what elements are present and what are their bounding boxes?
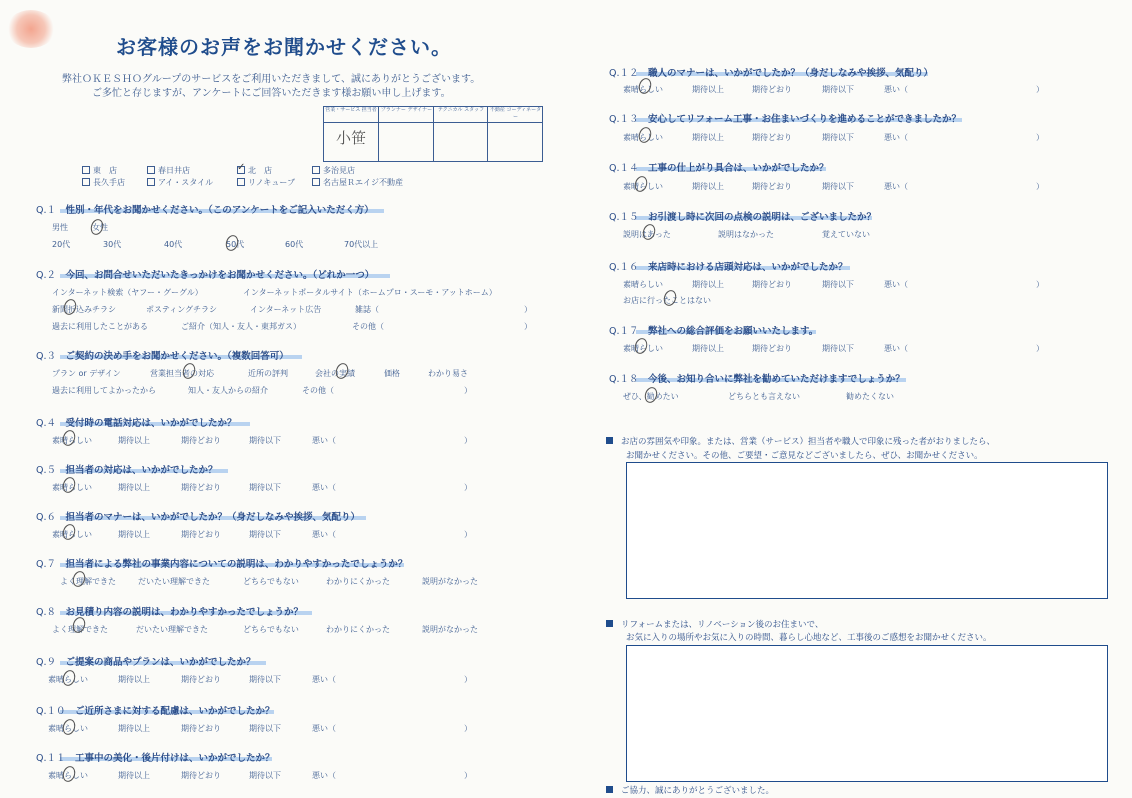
option[interactable]: インターネット検索（ヤフー・グーグル） [52,288,203,297]
option[interactable]: 悪い（ [312,675,336,684]
check-mark-icon: ✓ [237,162,246,173]
option[interactable]: 期待どおり [752,280,792,289]
close-paren: ） [464,724,472,733]
option[interactable]: プラン or デザイン [52,369,121,378]
option[interactable]: 素晴らしい [52,483,92,492]
intro-line-1: 弊社ＯＫＥＳＨＯグループのサービスをご利用いただきまして、誠にありがとうございます。 [62,74,481,85]
option-age[interactable]: 40代 [164,240,183,249]
checkbox[interactable] [312,166,320,174]
store-option[interactable]: 名古屋Ｒエイジ不動産 [312,177,403,188]
store-option[interactable]: リノキューブ [237,177,295,188]
page-title: お客様のお声をお聞かせください。 [116,35,452,59]
option[interactable]: だいたい理解できた [138,577,210,586]
option[interactable]: ご紹介（知人・友人・東邦ガス） [181,322,301,331]
question-18: Q.１８ 今後、お知り合いに弊社を勧めていただけますでしょうか？ [609,374,905,385]
option[interactable]: 説明がなかった [422,625,478,634]
checkbox[interactable] [312,178,320,186]
staff-header-planner: プランナー デザイナー [379,107,434,123]
option[interactable]: 期待以下 [249,483,281,492]
comment-box-1[interactable] [626,462,1108,599]
option[interactable]: 期待以下 [249,436,281,445]
staff-table [323,106,543,162]
store-option[interactable]: 多治見店 [312,165,355,176]
option[interactable]: 期待以上 [118,675,150,684]
option[interactable]: どちらとも言えない [728,392,800,401]
option[interactable]: 期待以下 [822,344,854,353]
option[interactable]: 過去に利用したことがある [52,322,148,331]
comment-box-2[interactable] [626,645,1108,782]
store-option[interactable]: 春日井店 [147,165,190,176]
close-paren: ） [1036,85,1044,94]
option[interactable]: 会社の実績 [315,369,355,378]
close-paren: ） [1036,133,1044,142]
option[interactable]: 期待以上 [692,133,724,142]
option[interactable]: 素晴らしい [48,724,88,733]
option[interactable]: 期待どおり [752,133,792,142]
option[interactable]: よく理解できた [60,577,116,586]
option[interactable]: 素晴らしい [48,675,88,684]
option[interactable]: 悪い（ [884,85,908,94]
close-paren: ） [464,436,472,445]
option[interactable]: 悪い（ [884,344,908,353]
question-11: Q.１１ 工事中の美化・後片付けは、いかがでしたか？ [36,753,275,764]
option[interactable]: 悪い（ [312,483,336,492]
option[interactable]: だいたい理解できた [136,625,208,634]
store-option[interactable]: 東 店 [82,165,117,176]
option[interactable]: 素晴らしい [623,182,663,191]
answer-circle [89,218,105,237]
option[interactable]: 勧めたくない [846,392,894,401]
square-bullet-icon [606,786,613,793]
question-1: Q.１ 性別・年代をお聞かせください。（このアンケートをご記入いただく方） [36,205,374,216]
question-9: Q.９ ご提案の商品やプランは、いかがでしたか？ [36,657,256,668]
question-12: Q.１２ 職人のマナーは、いかがでしたか？（身だしなみや挨拶、気配り） [609,68,934,79]
option[interactable]: 雑誌（ [355,305,379,314]
comment-prompt-2: リフォームまたは、リノベーション後のお住まいで、 [606,618,823,630]
store-option[interactable]: 長久手店 [82,177,125,188]
option[interactable]: 期待どおり [752,182,792,191]
option[interactable]: 悪い（ [312,771,336,780]
option[interactable]: 期待以下 [822,182,854,191]
option[interactable]: 期待どおり [181,675,221,684]
option[interactable]: 期待どおり [181,771,221,780]
option[interactable]: 素晴らしい [48,771,88,780]
option[interactable]: 悪い（ [312,436,336,445]
comment-prompt-2-line2: お気に入りの場所やお気に入りの時間、暮らし心地など、工事後のご感想をお聞かせください。 [626,633,992,643]
question-2: Q.２ 今回、お問合せいただいたきっかけをお聞かせください。（どれか一つ） [36,270,375,281]
close-paren: ） [1036,182,1044,191]
option[interactable]: 期待以上 [692,280,724,289]
option[interactable]: 期待以上 [692,344,724,353]
question-16: Q.１６ 来店時における店頭対応は、いかがでしたか？ [609,262,848,273]
option[interactable]: どちらでもない [243,625,299,634]
option[interactable]: よく理解できた [52,625,108,634]
option-age[interactable]: 60代 [285,240,304,249]
option[interactable]: 期待どおり [752,344,792,353]
option[interactable]: どちらでもない [243,577,299,586]
close-paren: ） [464,675,472,684]
option[interactable]: 期待どおり [181,483,221,492]
staff-header-realestate: 不動産 コーディネーター [488,107,543,123]
option[interactable]: 期待どおり [181,724,221,733]
question-6: Q.６ 担当者のマナーは、いかがでしたか？（身だしなみや挨拶、気配り） [36,512,361,523]
checkbox-checked[interactable] [237,162,246,174]
option[interactable]: 期待以下 [822,85,854,94]
option[interactable]: 素晴らしい [623,280,663,289]
option-age[interactable]: 20代 [52,240,71,249]
option[interactable]: 悪い（ [884,280,908,289]
option-age[interactable]: 50代 [226,240,245,249]
option[interactable]: ぜひ、勧めたい [623,392,679,401]
option[interactable]: 素晴らしい [52,530,92,539]
question-7: Q.７ 担当者による弊社の事業内容についての説明は、わかりやすかったでしょうか？ [36,559,408,570]
option[interactable]: 期待どおり [181,530,221,539]
option-age[interactable]: 70代以上 [344,240,379,249]
option[interactable]: 期待どおり [752,85,792,94]
option[interactable]: ポスティングチラシ [146,305,218,314]
close-paren: ） [464,530,472,539]
option[interactable]: 覚えていない [822,230,870,239]
option-female[interactable]: 女性 [92,223,108,232]
option[interactable]: 悪い（ [884,133,908,142]
close-paren: ） [464,483,472,492]
store-option-checked[interactable]: ✓ 北 店 [237,162,272,175]
option[interactable]: 素晴らしい [52,436,92,445]
checkbox[interactable] [237,178,245,186]
option[interactable]: 悪い（ [312,724,336,733]
option[interactable]: 説明がなかった [422,577,478,586]
question-17: Q.１７ 弊社への総合評価をお願いいたします。 [609,326,819,337]
option[interactable]: 価格 [384,369,400,378]
square-bullet-icon [606,620,613,627]
checkbox[interactable] [82,178,90,186]
option[interactable]: 新聞折込みチラシ [52,305,116,314]
comment-prompt-1-line2: お聞かせください。その他、ご要望・ご意見などございましたら、ぜひ、お聞かせください。 [626,451,983,461]
question-14: Q.１４ 工事の仕上がり具合は、いかがでしたか？ [609,163,829,174]
option[interactable]: 期待以上 [692,85,724,94]
question-10: Q.１０ ご近所さまに対する配慮は、いかがでしたか？ [36,706,275,717]
option[interactable]: 説明はなかった [718,230,774,239]
seal-stamp [6,10,56,48]
close-paren: ） [464,386,472,395]
close-paren: ） [524,322,532,331]
option[interactable]: 説明はあった [623,230,671,239]
intro-line-2: ご多忙と存じますが、アンケートにご回答いただきます様お願い申し上げます。 [92,88,451,99]
option[interactable]: 素晴らしい [623,133,663,142]
square-bullet-icon [606,437,613,444]
option[interactable]: 悪い（ [312,530,336,539]
option[interactable]: 期待以上 [692,182,724,191]
option[interactable]: 素晴らしい [623,85,663,94]
option-male[interactable]: 男性 [52,223,68,232]
close-paren: ） [464,771,472,780]
question-4: Q.４ 受付時の電話対応は、いかがでしたか？ [36,418,237,429]
option[interactable]: わかりにくかった [326,577,390,586]
staff-header-technical: テクニカル スタッフ [434,107,488,123]
option[interactable]: インターネットポータルサイト（ホームプロ・スーモ・アットホーム） [243,288,497,297]
question-15: Q.１５ お引渡し時に次回の点検の説明は、ございましたか？ [609,212,877,223]
option[interactable]: 期待以下 [249,771,281,780]
close-paren: ） [524,305,532,314]
option[interactable]: 期待以下 [249,675,281,684]
option[interactable]: 素晴らしい [623,344,663,353]
option[interactable]: 期待以上 [118,530,150,539]
option[interactable]: 悪い（ [884,182,908,191]
checkbox[interactable] [147,178,155,186]
option[interactable]: 期待以下 [822,133,854,142]
checkbox[interactable] [82,166,90,174]
close-paren: ） [1036,280,1044,289]
option[interactable]: わかり易さ [428,369,468,378]
question-8: Q.８ お見積り内容の説明は、わかりやすかったでしょうか？ [36,607,304,618]
checkbox[interactable] [147,166,155,174]
option[interactable]: 期待以上 [118,724,150,733]
option-age[interactable]: 30代 [103,240,122,249]
option[interactable]: その他（ [352,322,384,331]
option[interactable]: 期待以上 [118,771,150,780]
option[interactable]: 知人・友人からの紹介 [188,386,268,395]
staff-handwritten-name: 小笹 [335,129,366,147]
option[interactable]: 期待以下 [249,530,281,539]
option[interactable]: 近所の評判 [248,369,288,378]
option[interactable]: わかりにくかった [326,625,390,634]
store-option[interactable]: アイ・スタイル [147,177,213,188]
option[interactable]: 営業担当者の対応 [150,369,214,378]
option[interactable]: お店に行ったことはない [623,296,711,305]
option[interactable]: 期待以下 [249,724,281,733]
option[interactable]: 期待以上 [118,436,150,445]
staff-header-sales: 営業・サービス 担当者 [324,107,378,123]
comment-prompt-1: お店の雰囲気や印象。または、営業（サービス）担当者や職人で印象に残った者がおりましたら、 [606,435,995,447]
option[interactable]: 期待以上 [118,483,150,492]
option[interactable]: 過去に利用してよかったから [52,386,156,395]
thanks-message: ご協力、誠にありがとうございました。 [606,784,774,796]
question-5: Q.５ 担当者の対応は、いかがでしたか？ [36,465,218,476]
question-3: Q.３ ご契約の決め手をお聞かせください。（複数回答可） [36,351,289,362]
close-paren: ） [1036,344,1044,353]
option[interactable]: その他（ [302,386,334,395]
question-13: Q.１３ 安心してリフォーム工事・お住まいづくりを進めることができましたか？ [609,114,962,125]
option[interactable]: 期待どおり [181,436,221,445]
option[interactable]: インターネット広告 [250,305,322,314]
option[interactable]: 期待以下 [822,280,854,289]
